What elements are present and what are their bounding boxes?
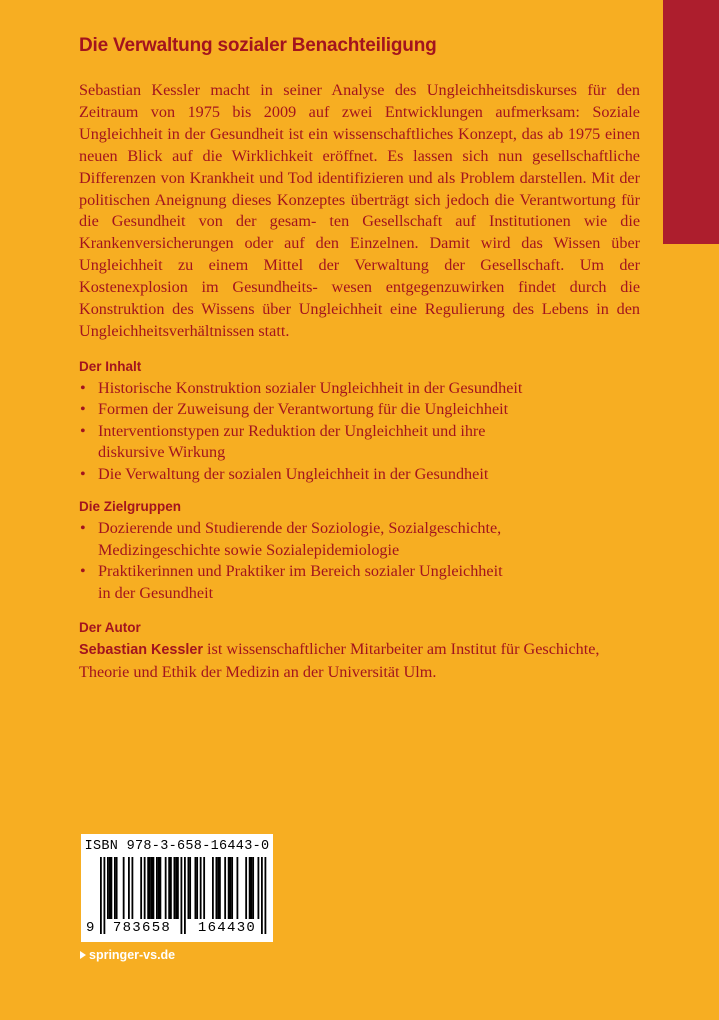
barcode-bar bbox=[188, 857, 190, 919]
barcode-bar bbox=[203, 857, 205, 919]
barcode-bar bbox=[132, 857, 134, 919]
barcode-bar bbox=[258, 857, 260, 919]
barcode-bar bbox=[245, 857, 247, 919]
barcode-bar bbox=[231, 857, 233, 919]
bullet-icon: • bbox=[80, 519, 86, 538]
barcode-bar bbox=[151, 857, 153, 919]
blurb-line: der Verwaltung der Gesellschaft. Um der Kostenexplosion im Gesundheits- bbox=[79, 256, 641, 297]
list-item: • Historische Konstruktion sozialer Ungleichheit in der Gesundheit bbox=[79, 378, 640, 400]
blurb-line: das ab 1975 einen neuen Blick auf die Wirklichkeit eröffnet. Es lassen sich bbox=[79, 124, 641, 165]
barcode-bar bbox=[147, 857, 149, 919]
bullet-icon: • bbox=[80, 562, 86, 581]
barcode-bar bbox=[170, 857, 172, 919]
barcode-bar bbox=[212, 857, 214, 919]
blurb-line: den Zeitraum von 1975 bis 2009 auf zwei Entwicklungen aufmerksam: bbox=[79, 81, 640, 121]
blurb-paragraph bbox=[79, 80, 640, 343]
list-item: • Formen der Zuweisung der Verantwortung für die Ungleichheit bbox=[79, 399, 640, 421]
barcode-bar bbox=[219, 857, 221, 919]
barcode-bar bbox=[153, 857, 155, 919]
blurb-line: statt. bbox=[258, 321, 290, 340]
barcode-bar bbox=[111, 857, 113, 919]
barcode-bar bbox=[123, 857, 125, 919]
list-item: • Praktikerinnen und Praktiker im Bereich sozialer Ungleichheit in der Gesundheit bbox=[80, 562, 503, 602]
author-heading: Der Autor bbox=[79, 620, 141, 636]
accent-tab bbox=[663, 0, 719, 244]
barcode-bar bbox=[109, 857, 111, 919]
audience-heading: Die Zielgruppen bbox=[79, 499, 182, 515]
list-item: • Interventionstypen zur Reduktion der Ungleichheit und ihre diskursive Wirkung bbox=[80, 421, 486, 462]
barcode-bar bbox=[144, 857, 146, 919]
arrow-right-icon bbox=[80, 951, 86, 959]
barcode-bar bbox=[195, 857, 197, 919]
barcode-bar bbox=[217, 857, 219, 919]
bullet-icon: • bbox=[80, 421, 86, 440]
blurb-line: ten Gesellschaft auf Institutionen wie die Krankenversicherungen oder auf bbox=[79, 212, 640, 253]
barcode-bar bbox=[175, 857, 177, 919]
barcode-digits-left: 783658 bbox=[112, 920, 172, 936]
blurb-line: wesen entgegenzuwirken findet durch die Konstruktion des Wissens über bbox=[79, 278, 641, 319]
barcode-bar bbox=[116, 857, 118, 919]
list-item: • Die Verwaltung der sozialen Ungleichheit in der Gesundheit bbox=[79, 464, 640, 486]
barcode-bar bbox=[149, 857, 151, 919]
barcode-bar bbox=[196, 857, 198, 919]
bullet-icon: • bbox=[80, 378, 86, 397]
barcode-bar bbox=[107, 857, 109, 919]
contents-list bbox=[79, 378, 640, 486]
barcode-bar bbox=[189, 857, 191, 919]
blurb-line: nun gesellschaftliche Differenzen von Krankheit und Tod identifizieren und bbox=[79, 146, 640, 187]
barcode-bar bbox=[252, 857, 254, 919]
barcode-bar bbox=[177, 857, 179, 919]
barcode-bar bbox=[237, 857, 239, 919]
blurb-line: Soziale Ungleichheit in der Gesundheit ist ein wissenschaftliches Konzept, bbox=[79, 102, 640, 143]
barcode-bar bbox=[251, 857, 253, 919]
book-title: Die Verwaltung sozialer Benachteiligung bbox=[79, 35, 437, 56]
blurb-line: den Einzelnen. Damit wird das Wissen über Ungleichheit zu einem Mittel bbox=[79, 234, 641, 275]
isbn-label: ISBN 978-3-658-16443-0 bbox=[84, 839, 270, 854]
blurb-line: als Problem darstellen. Mit der politischen Aneignung dieses Konzeptes bbox=[79, 168, 640, 209]
bullet-icon: • bbox=[80, 464, 86, 483]
blurb-line: Sebastian Kessler macht in seiner Analyse des Ungleichheitsdiskurses für bbox=[79, 81, 607, 99]
barcode-bar bbox=[156, 857, 158, 919]
barcode-bar bbox=[165, 857, 167, 919]
bullet-icon: • bbox=[80, 400, 86, 419]
blurb-line: Ungleichheit eine Regulierung des Lebens in den Ungleichheitsverhältnissen bbox=[79, 300, 640, 340]
barcode-digits-right: 164430 bbox=[197, 920, 257, 936]
barcode-bar bbox=[114, 857, 116, 919]
barcode-bar bbox=[216, 857, 218, 919]
author-name: Sebastian Kessler bbox=[79, 642, 203, 659]
isbn-barcode bbox=[81, 834, 273, 942]
barcode-bar bbox=[224, 857, 226, 919]
barcode-bar bbox=[228, 857, 230, 919]
blurb-line: überträgt sich jedoch die Verantwortung für die Gesundheit von der gesam- bbox=[79, 190, 640, 231]
publisher-website[interactable]: springer-vs.de bbox=[80, 948, 175, 962]
barcode-bar bbox=[200, 857, 202, 919]
contents-heading: Der Inhalt bbox=[79, 358, 142, 374]
barcode-bar bbox=[160, 857, 162, 919]
barcode-bar bbox=[174, 857, 176, 919]
back-cover-content bbox=[79, 34, 640, 684]
author-bio: Sebastian Kessler ist wissenschaftlicher Mitarbeiter am Institut für Geschichte, Theorie und Ethik der Medizin an der Universität Ulm. bbox=[79, 640, 600, 682]
barcode-bar bbox=[158, 857, 160, 919]
barcode-digit-lead: 9 bbox=[86, 920, 95, 936]
barcode-bar bbox=[140, 857, 142, 919]
barcode-bar bbox=[128, 857, 130, 919]
audience-list bbox=[79, 518, 640, 604]
barcode-bar bbox=[249, 857, 251, 919]
barcode-bar bbox=[168, 857, 170, 919]
barcode-bar bbox=[230, 857, 232, 919]
list-item: • Dozierende und Studierende der Soziologie, Sozialgeschichte, Medizingeschichte sowie Sozialepidemiologie bbox=[80, 519, 502, 559]
